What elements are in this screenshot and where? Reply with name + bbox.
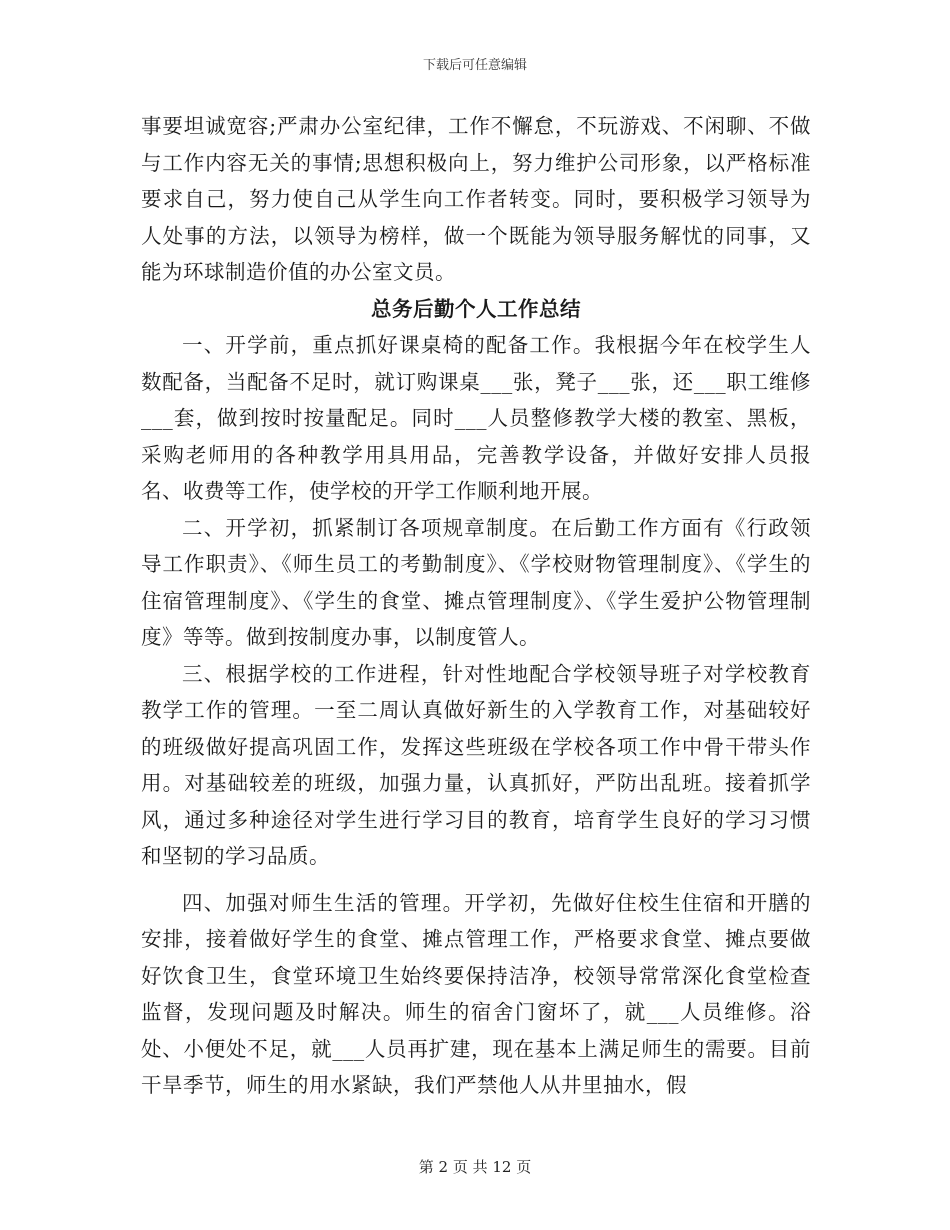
section-title: 总务后勤个人工作总结: [371, 296, 581, 321]
paragraph-2: 二、开学初，抓紧制订各项规章制度。在后勤工作方面有《行政领导工作职责》、《师生员工的考勤制度》、《学校财物管理制度》、《学生的住宿管理制度》、《学生的食堂、摊点管理制度》、《学生爱护公物管理制度》等等。做到按制度办事，以制度管人。: [141, 515, 811, 649]
paragraph-1: 一、开学前，重点抓好课桌椅的配备工作。我根据今年在校学生人数配备，当配备不足时，就订购课桌___张，凳子___张，还___职工维修___套，做到按时按量配足。同时___人员整修教学大楼的教室、黑板，采购老师用的各种教学用具用品，完善教学设备，并做好安排人员报名、收费等工作，使学校的开学工作顺利地开展。: [141, 333, 811, 503]
paragraph-3: 三、根据学校的工作进程，针对性地配合学校领导班子对学校教育教学工作的管理。一至二周认真做好新生的入学教育工作，对基础较好的班级做好提高巩固工作，发挥这些班级在学校各项工作中骨干带头作用。对基础较差的班级，加强力量，认真抓好，严防出乱班。接着抓学风，通过多种途径对学生进行学习目的教育，培育学生良好的学习习惯和坚韧的学习品质。: [141, 661, 811, 868]
page-header: 下载后可任意编辑: [422, 58, 527, 73]
page-number: 第 2 页 共 12 页: [418, 1158, 532, 1176]
paragraph-spacer: [141, 875, 811, 885]
intro-paragraph: 事要坦诚宽容;严肃办公室纪律，工作不懈怠，不玩游戏、不闲聊、不做与工作内容无关的事情;思想积极向上，努力维护公司形象，以严格标准要求自己，努力使自己从学生向工作者转变。同时，要积极学习领导为人处事的方法，以领导为榜样，做一个既能为领导服务解忧的同事，又能为环球制造价值的办公室文员。: [141, 114, 811, 284]
document-body: [141, 108, 811, 1104]
paragraph-4: 四、加强对师生生活的管理。开学初，先做好住校生住宿和开膳的安排，接着做好学生的食堂、摊点管理工作，严格要求食堂、摊点要做好饮食卫生，食堂环境卫生始终要保持洁净，校领导常常深化食堂检查监督，发现问题及时解决。师生的宿舍门窗坏了，就___人员维修。浴处、小便处不足，就___人员再扩建，现在基本上满足师生的需要。目前干旱季节，师生的用水紧缺，我们严禁他人从井里抽水，假: [141, 890, 811, 1097]
